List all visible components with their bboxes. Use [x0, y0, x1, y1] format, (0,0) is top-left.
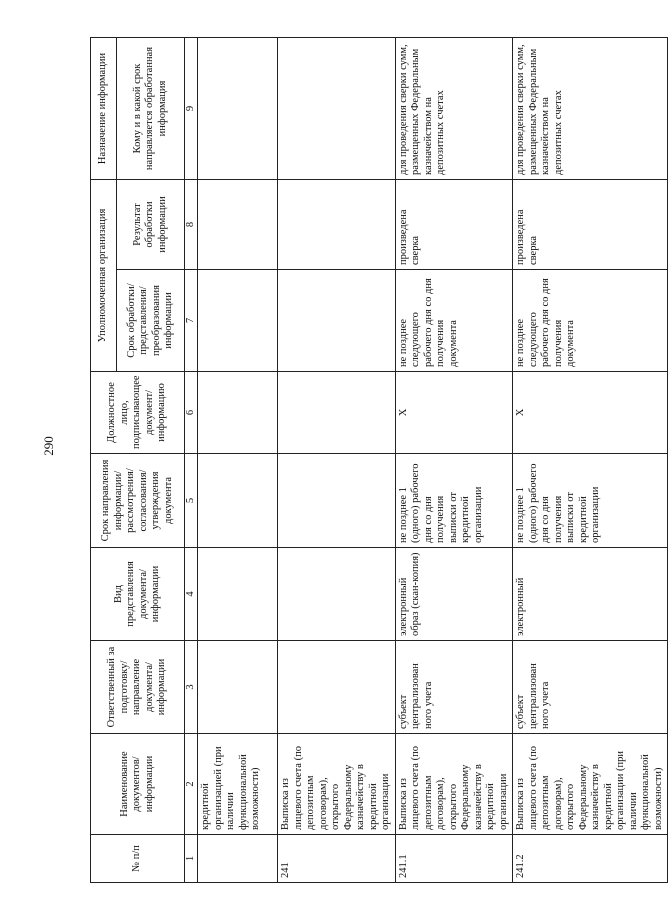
header-type: Вид представления документа/ информации: [91, 548, 185, 641]
cell-result: произведена сверка: [395, 180, 513, 270]
col-number: 5: [185, 454, 198, 548]
col-number: 4: [185, 548, 198, 641]
cell-type: [198, 548, 278, 641]
cell-result: произведена сверка: [513, 180, 668, 270]
cell-num: 241: [278, 835, 396, 883]
cell-deadline: [278, 454, 396, 548]
cell-responsible: субъект централизован ного учета: [395, 641, 513, 734]
cell-type: электронный: [513, 548, 668, 641]
col-number: 9: [185, 38, 198, 180]
cell-num: [198, 835, 278, 883]
table-row: [278, 38, 396, 883]
cell-type: [278, 548, 396, 641]
cell-num: 241.2: [513, 835, 668, 883]
table-row: [513, 38, 668, 883]
col-number: 8: [185, 180, 198, 270]
cell-processing: не позднее следующего рабочего дня со дня получения документа: [513, 270, 668, 372]
col-number: 7: [185, 270, 198, 372]
cell-num: 241.1: [395, 835, 513, 883]
document-table: [90, 37, 668, 883]
cell-result: [278, 180, 396, 270]
col-number: 1: [185, 835, 198, 883]
cell-official: Х: [395, 372, 513, 454]
rotated-page: [90, 38, 664, 883]
header-name: Наименование документов/ информации: [91, 734, 185, 835]
cell-processing: не позднее следующего рабочего дня со дня получения документа: [395, 270, 513, 372]
cell-recipient: [278, 38, 396, 180]
cell-official: [278, 372, 396, 454]
header-deadline: Срок направления информации/ рассмотрения/ согласования/ утверждения документа: [91, 454, 185, 548]
cell-name: Выписка из лицевого счета (по депозитным договорам), открытого Федеральному казначейству в кредитной организации: [395, 734, 513, 835]
table-row: [395, 38, 513, 883]
col-number: 2: [185, 734, 198, 835]
col-number: 6: [185, 372, 198, 454]
cell-official: Х: [513, 372, 668, 454]
cell-responsible: [198, 641, 278, 734]
header-responsible: Ответственный за подготовку/ направление документа/ информации: [91, 641, 185, 734]
cell-deadline: [198, 454, 278, 548]
cell-processing: [198, 270, 278, 372]
table-row: [198, 38, 278, 883]
cell-name: Выписка из лицевого счета (по депозитным договорам), открытого Федеральному казначейству в кредитной организации (при наличии функциональной возможности): [513, 734, 668, 835]
cell-deadline: не позднее 1 (одного) рабочего дня со дня получения выписки от кредитной организации: [395, 454, 513, 548]
header-official: Должностное лицо, подписывающее документ/ информацию: [91, 372, 185, 454]
cell-name: Выписка из лицевого счета (по депозитным договорам), открытого Федеральному казначейству в кредитной организации: [278, 734, 396, 835]
cell-responsible: субъект централизован ного учета: [513, 641, 668, 734]
cell-recipient: для проведения сверки сумм, размещенных Федеральным казначейством на депозитных счетах: [395, 38, 513, 180]
header-processing: Срок обработки/ представления/ преобразования информации: [117, 270, 185, 372]
header-purpose: Назначение информации: [91, 38, 117, 180]
header-authorized-org: Уполномоченная организация: [91, 180, 117, 372]
cell-processing: [278, 270, 396, 372]
cell-name: кредитной организацией (при наличии функциональной возможности): [198, 734, 278, 835]
cell-recipient: для проведения сверки сумм, размещенных Федеральным казначейством на депозитных счетах: [513, 38, 668, 180]
header-num: № п/п: [91, 835, 185, 883]
cell-deadline: не позднее 1 (одного) рабочего дня со дня получения выписки от кредитной организации: [513, 454, 668, 548]
header-recipient: Кому и в какой срок направляется обработанная информация: [117, 38, 185, 180]
cell-responsible: [278, 641, 396, 734]
header-result: Результат обработки информации: [117, 180, 185, 270]
cell-type: электронный образ (скан-копия): [395, 548, 513, 641]
cell-result: [198, 180, 278, 270]
page-number: 290: [41, 436, 56, 456]
cell-official: [198, 372, 278, 454]
cell-recipient: [198, 38, 278, 180]
col-number: 3: [185, 641, 198, 734]
